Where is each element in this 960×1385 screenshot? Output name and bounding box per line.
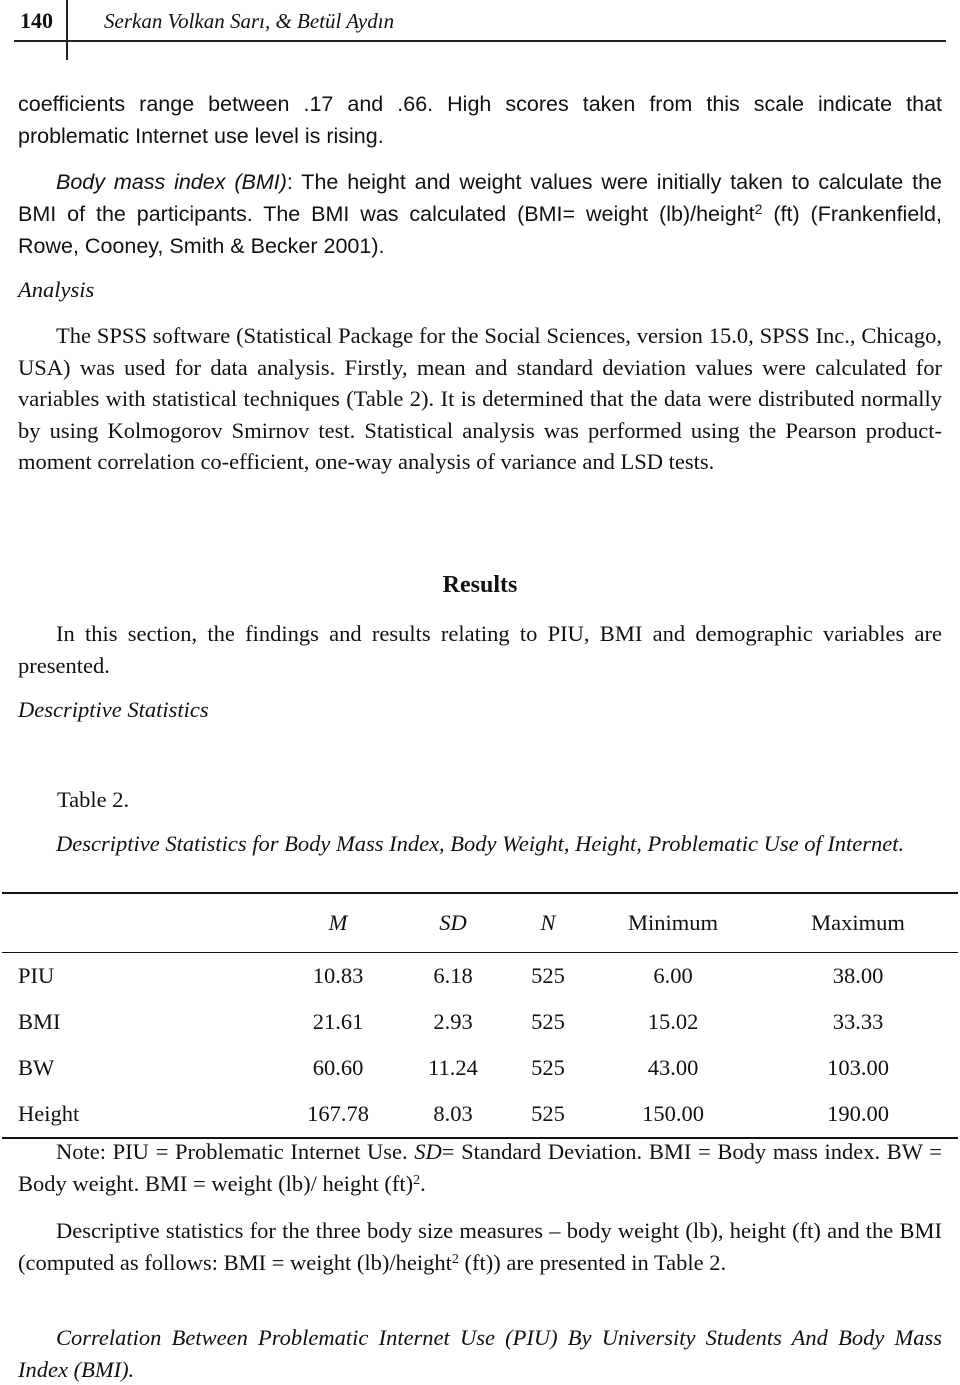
bmi-label: Body mass index (BMI): [56, 170, 287, 194]
desc-text-b: (ft)) are presented in Table 2.: [458, 1249, 727, 1275]
note-prefix: Note: PIU = Problematic Internet Use.: [56, 1139, 415, 1164]
note-superscript: 2: [413, 1172, 421, 1188]
cell-sd: 6.18: [433, 963, 473, 988]
descriptive-heading: Descriptive Statistics: [18, 697, 209, 722]
cell-min: 6.00: [653, 963, 693, 988]
cell-sd: 11.24: [428, 1055, 478, 1080]
cell-n: 525: [531, 1055, 565, 1080]
header-vertical-rule: [66, 0, 68, 60]
cell-max: 38.00: [832, 963, 884, 988]
page-number: 140: [20, 8, 53, 33]
table-row: [2, 999, 958, 1045]
cell-sd: 8.03: [433, 1101, 473, 1126]
results-paragraph: In this section, the findings and results relating to PIU, BMI and demographic variables are presented.: [18, 621, 942, 678]
analysis-heading: Analysis: [18, 277, 95, 302]
header-empty-cell: [2, 893, 278, 953]
desc-text-a: Descriptive statistics for the three body size measures – body weight (lb), height (ft) and the BMI (computed as follows: BMI = weight (lb)/height: [18, 1218, 942, 1275]
results-heading: Results: [442, 572, 518, 598]
header-authors: Serkan Volkan Sarı, & Betül Aydın: [104, 9, 395, 33]
cell-m: 21.61: [312, 1009, 364, 1034]
table-row: [2, 1091, 958, 1138]
table-row: [2, 953, 958, 1000]
analysis-paragraph: The SPSS software (Statistical Package for the Social Sciences, version 15.0, SPSS Inc., Chicago, USA) was used for data analysis. Firstly, mean and standard deviation values were calculated for variables with statistical techniques (Table 2). It is determined that the data were distributed normally by using Kolmogorov Smirnov test. Statistical analysis was performed using the Pearson product-moment correlation co-efficient, one-way analysis of variance and LSD tests.: [18, 323, 942, 474]
header-horizontal-rule: [14, 40, 946, 42]
header-n: N: [540, 910, 556, 935]
table-note: [18, 1136, 942, 1199]
bmi-text-b: (ft) (Frankenfield, Rowe, Cooney, Smith & Becker 2001).: [18, 202, 942, 258]
cell-m: 60.60: [312, 1055, 364, 1080]
bmi-text-a: : The height and weight values were initially taken to calculate the BMI of the participants. The BMI was calculated (BMI= weight (lb)/height: [18, 170, 943, 226]
cell-min: 15.02: [647, 1009, 699, 1034]
header-maximum: Maximum: [811, 910, 905, 935]
cell-m: 10.83: [312, 963, 364, 988]
cell-n: 525: [531, 1009, 565, 1034]
cell-n: 525: [531, 963, 565, 988]
row-label: PIU: [18, 963, 55, 988]
cell-sd: 2.93: [433, 1009, 473, 1034]
cell-max: 33.33: [832, 1009, 884, 1034]
table-header-row: [2, 893, 958, 953]
note-end: .: [420, 1170, 426, 1196]
row-label: BMI: [18, 1009, 61, 1034]
descriptive-statistics-table: [2, 892, 958, 1139]
desc-superscript: 2: [451, 1251, 459, 1267]
row-label: BW: [18, 1055, 55, 1080]
header-m: M: [328, 910, 348, 935]
cell-max: 190.00: [827, 1101, 889, 1126]
cell-n: 525: [531, 1101, 565, 1126]
table-row: [2, 1045, 958, 1091]
bmi-paragraph: [18, 166, 942, 262]
cell-m: 167.78: [307, 1101, 369, 1126]
bmi-superscript: 2: [754, 201, 763, 217]
cell-max: 103.00: [827, 1055, 889, 1080]
table-number: Table 2.: [57, 787, 130, 812]
correlation-heading: Correlation Between Problematic Internet Use (PIU) By University Students And Body Mass Index (BMI).: [18, 1325, 942, 1382]
running-header: [0, 0, 960, 60]
cell-min: 43.00: [647, 1055, 699, 1080]
intro-paragraph: coefficients range between .17 and .66. High scores taken from this scale indicate that problematic Internet use level is rising.: [18, 92, 942, 148]
note-rest: = Standard Deviation. BMI = Body mass index. BW = Body weight. BMI = weight (lb)/ height (ft): [18, 1139, 942, 1196]
table-caption: Descriptive Statistics for Body Mass Index, Body Weight, Height, Problematic Use of Internet.: [56, 831, 905, 856]
cell-min: 150.00: [642, 1101, 704, 1126]
note-sd-abbr: SD: [414, 1139, 442, 1164]
header-minimum: Minimum: [627, 910, 718, 935]
row-label: Height: [18, 1101, 80, 1126]
descriptive-paragraph: [18, 1215, 942, 1278]
header-sd: SD: [439, 910, 467, 935]
